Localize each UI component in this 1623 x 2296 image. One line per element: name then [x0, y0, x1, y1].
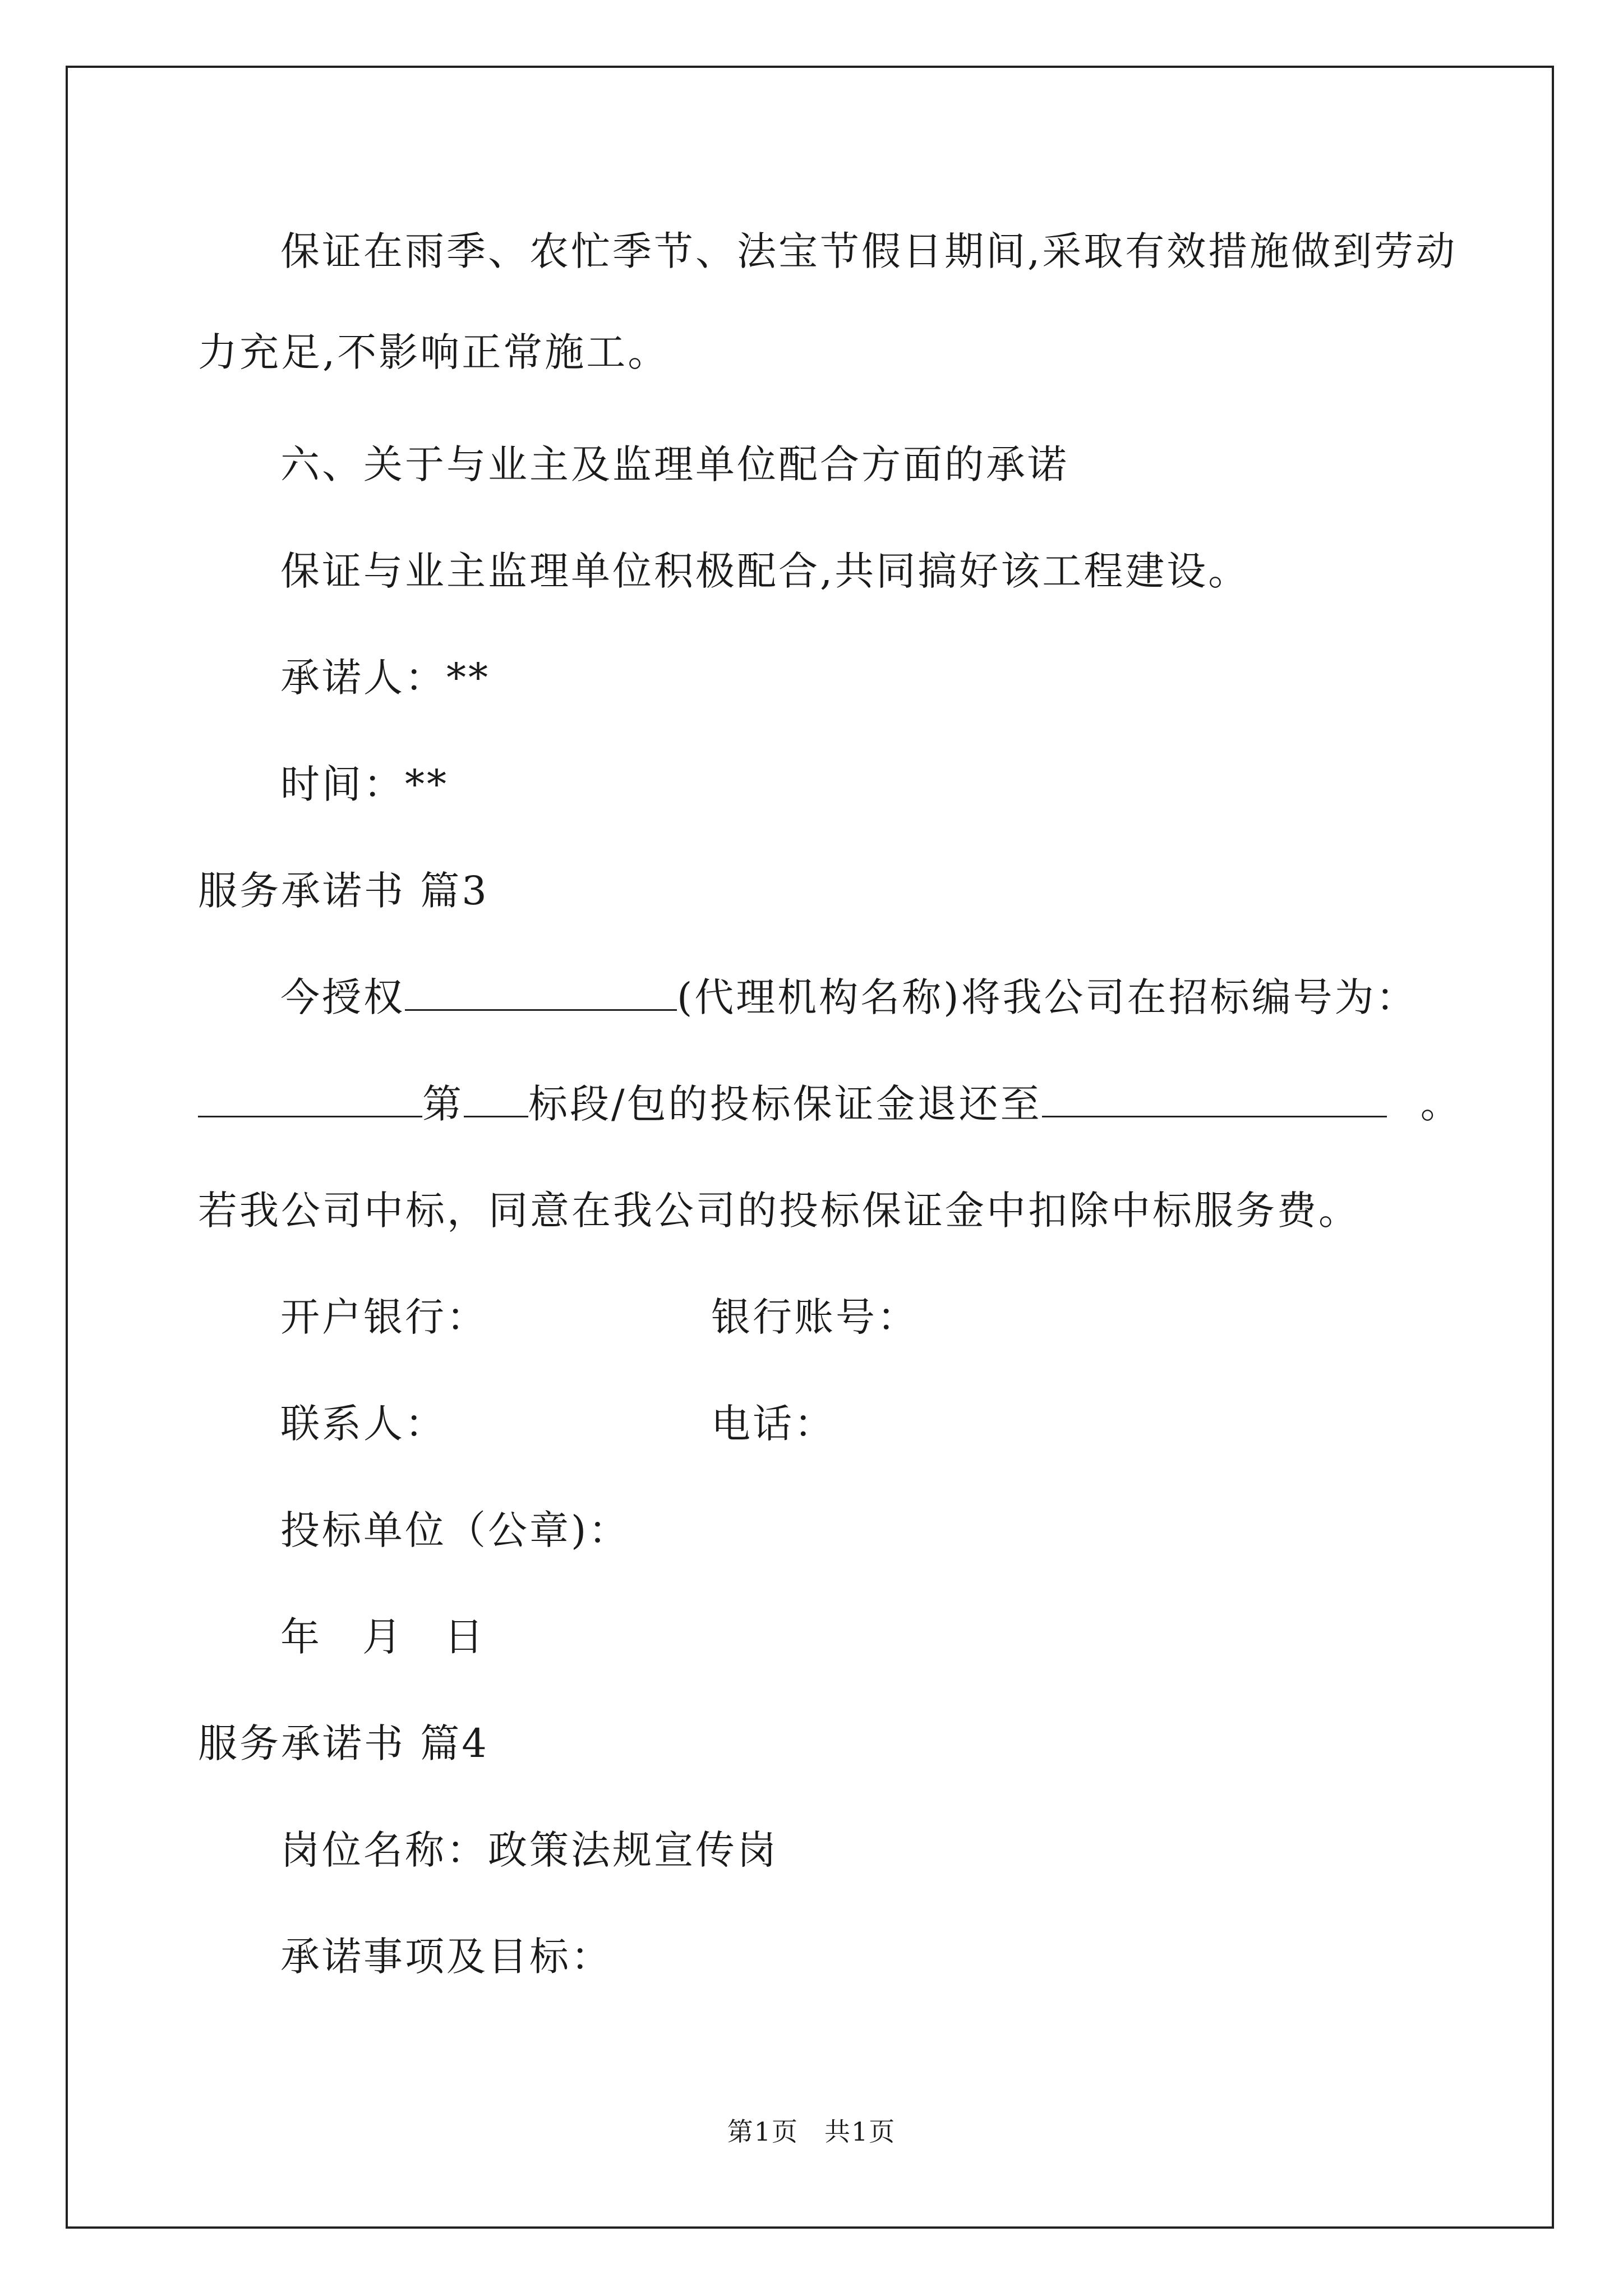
date-line [280, 1612, 486, 1662]
paragraph-labor-guarantee: 保证在雨季、农忙季节、法宝节假日期间,采取有效措施做到劳动 [280, 228, 1458, 274]
bid-refund-line [198, 1079, 1462, 1129]
authorization-line [280, 972, 1418, 1023]
commitment-items-line: 承诺事项及目标： [280, 1934, 612, 1980]
heading-part-4: 服务承诺书 篇4 [198, 1720, 489, 1766]
auth-suffix: (代理机构名称)将我公司在招标编号为： [677, 974, 1418, 1020]
phone-label: 电话： [711, 1401, 836, 1447]
section-number-blank [464, 1079, 528, 1117]
heading-part-3: 服务承诺书 篇3 [198, 868, 489, 914]
paragraph-cooperation: 保证与业主监理单位积极配合,共同搞好该工程建设。 [280, 548, 1250, 594]
page-total: 共1页 [824, 2116, 896, 2147]
page-footer [0, 2115, 1623, 2148]
date-day: 日 [444, 1614, 486, 1660]
auth-prefix: 今授权 [280, 974, 405, 1020]
page-number: 第1页 [727, 2116, 799, 2147]
agency-name-blank [405, 972, 677, 1011]
date-month: 月 [362, 1614, 404, 1660]
bid-number-blank [198, 1079, 422, 1117]
account-label: 银行账号： [711, 1294, 919, 1340]
paragraph-deduct-fee: 若我公司中标，同意在我公司的投标保证金中扣除中标服务费。 [198, 1188, 1360, 1234]
bid-text: 标段/包的投标保证金退还至 [528, 1081, 1042, 1127]
post-name-line: 岗位名称：政策法规宣传岗 [280, 1827, 778, 1873]
refund-account-blank [1042, 1079, 1387, 1117]
date-year: 年 [280, 1614, 322, 1660]
bank-label: 开户银行： [280, 1294, 488, 1340]
contact-label: 联系人： [280, 1401, 446, 1447]
time-line: 时间：** [280, 761, 449, 807]
page-border [66, 66, 1554, 2229]
bid-di: 第 [422, 1081, 464, 1127]
paragraph-labor-guarantee-cont: 力充足,不影响正常施工。 [198, 329, 670, 375]
section-heading-cooperation: 六、关于与业主及监理单位配合方面的承诺 [280, 441, 1069, 487]
promisor-line: 承诺人：** [280, 655, 490, 701]
seal-label: 投标单位（公章)： [280, 1507, 630, 1553]
bid-period: 。 [1420, 1081, 1462, 1127]
